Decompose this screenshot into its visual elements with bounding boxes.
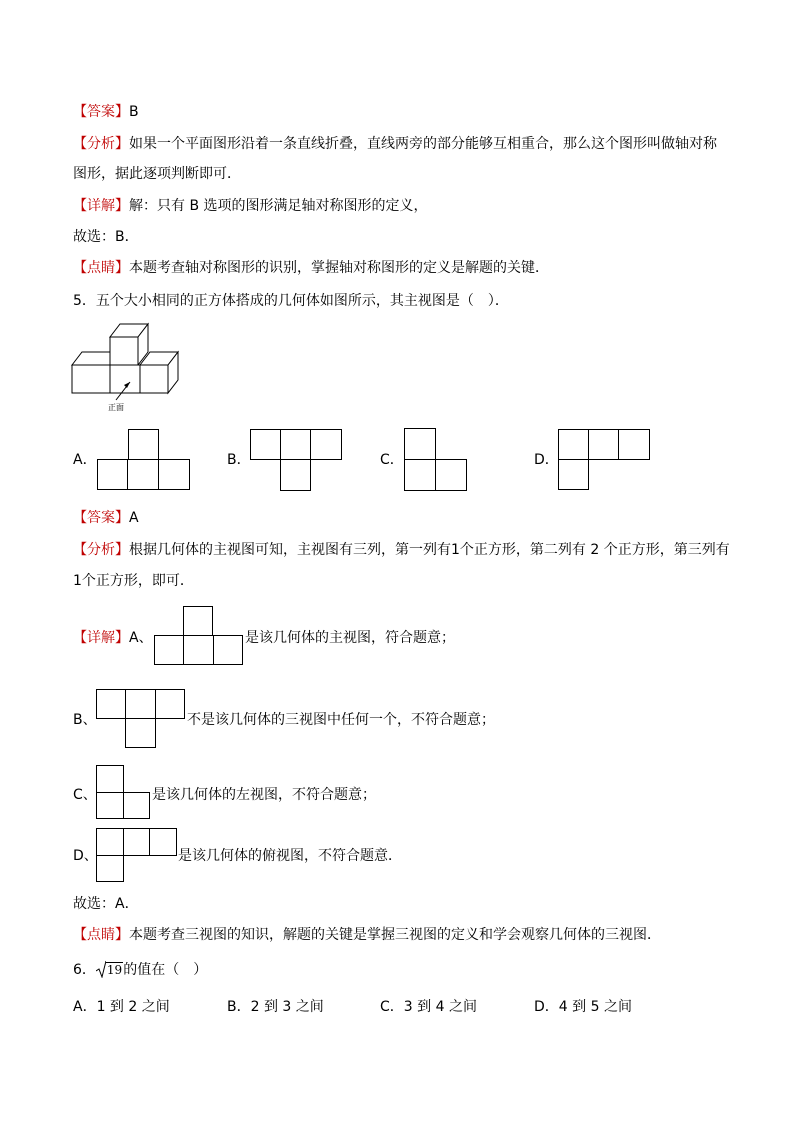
- cube-front-face: [72, 365, 110, 393]
- detail-c-text: 是该几何体的左视图，不符合题意；: [152, 787, 376, 803]
- detail-text: 解：只有 B 选项的图形满足轴对称图形的定义，: [129, 198, 428, 214]
- detail-b-text: 不是该几何体的三视图中任何一个，不符合题意；: [187, 712, 495, 728]
- option-b-label: B．: [227, 452, 251, 468]
- q6-option-b: B．2 到 3 之间: [227, 999, 324, 1015]
- comment-tag: 【点睛】: [73, 260, 129, 276]
- q4-choose: 故选：B．: [73, 229, 139, 245]
- q5-detail-a: [73, 628, 153, 648]
- q6-stem: [73, 960, 207, 980]
- analysis-text: 根据几何体的主视图可知，主视图有三列，第一列有1个正方形，第二列有 2 个正方形，第三列有: [129, 542, 730, 558]
- radicand: 19: [106, 963, 123, 977]
- radical-sign-icon: [96, 960, 106, 978]
- q5-stem: 5．五个大小相同的正方体搭成的几何体如图所示，其主视图是（ ）．: [73, 293, 509, 309]
- detail-b-figure: [96, 689, 185, 748]
- q6-option-c: C．3 到 4 之间: [380, 999, 477, 1015]
- sqrt-symbol: [96, 960, 123, 980]
- cube-top-face: [72, 352, 110, 365]
- q4-answer: [73, 102, 139, 122]
- analysis-text: 如果一个平面图形沿着一条直线折叠，直线两旁的部分能够互相重合，那么这个图形叫做轴对称: [129, 136, 717, 152]
- q5-analysis: [73, 540, 730, 560]
- answer-text: A: [129, 510, 139, 526]
- q4-analysis-cont: 图形，据此逐项判断即可．: [73, 166, 241, 182]
- q5-choose: 故选：A．: [73, 896, 139, 912]
- q4-comment: [73, 258, 549, 278]
- analysis-tag: 【分析】: [73, 542, 129, 558]
- detail-d-text: 是该几何体的俯视图，不符合题意．: [178, 848, 402, 864]
- comment-text: 本题考查三视图的知识，解题的关键是掌握三视图的定义和学会观察几何体的三视图．: [129, 927, 661, 943]
- answer-tag: 【答案】: [73, 510, 129, 526]
- detail-a-figure: [154, 606, 243, 665]
- q4-analysis: [73, 134, 717, 154]
- analysis-tag: 【分析】: [73, 136, 129, 152]
- detail-c-figure: [96, 765, 150, 819]
- detail-d-figure: [96, 828, 177, 882]
- cube-front-face: [110, 337, 138, 365]
- option-c-label: C．: [380, 452, 404, 468]
- option-c-figure: [404, 428, 467, 491]
- q6-option-a: A．1 到 2 之间: [73, 999, 170, 1015]
- detail-b-prefix: B、: [73, 712, 97, 728]
- option-b-figure: [250, 429, 342, 491]
- detail-tag: 【详解】: [73, 630, 129, 646]
- option-d-figure: [558, 429, 650, 490]
- option-d-label: D．: [534, 452, 559, 468]
- detail-tag: 【详解】: [73, 198, 129, 214]
- q5-answer: [73, 508, 139, 528]
- detail-c-prefix: C、: [73, 787, 97, 803]
- q5-comment: [73, 925, 661, 945]
- detail-d-prefix: D、: [73, 848, 98, 864]
- q5-analysis-cont: 1个正方形，即可．: [73, 573, 194, 589]
- q6-number: 6．: [73, 962, 96, 978]
- detail-a-prefix: A、: [129, 630, 153, 646]
- comment-tag: 【点睛】: [73, 927, 129, 943]
- answer-tag: 【答案】: [73, 104, 129, 120]
- option-a-label: A．: [73, 452, 97, 468]
- option-a-figure: [97, 429, 190, 490]
- front-label: 正面: [108, 403, 124, 412]
- comment-text: 本题考查轴对称图形的识别，掌握轴对称图形的定义是解题的关键．: [129, 260, 549, 276]
- q6-stem-rest: 的值在（ ）: [123, 962, 208, 978]
- cube-solid-figure: [70, 320, 185, 415]
- q6-option-d: D．4 到 5 之间: [534, 999, 632, 1015]
- cube-front-face: [140, 365, 168, 393]
- answer-text: B: [129, 104, 139, 120]
- q4-detail: [73, 196, 428, 216]
- detail-a-text: 是该几何体的主视图，符合题意；: [245, 630, 455, 646]
